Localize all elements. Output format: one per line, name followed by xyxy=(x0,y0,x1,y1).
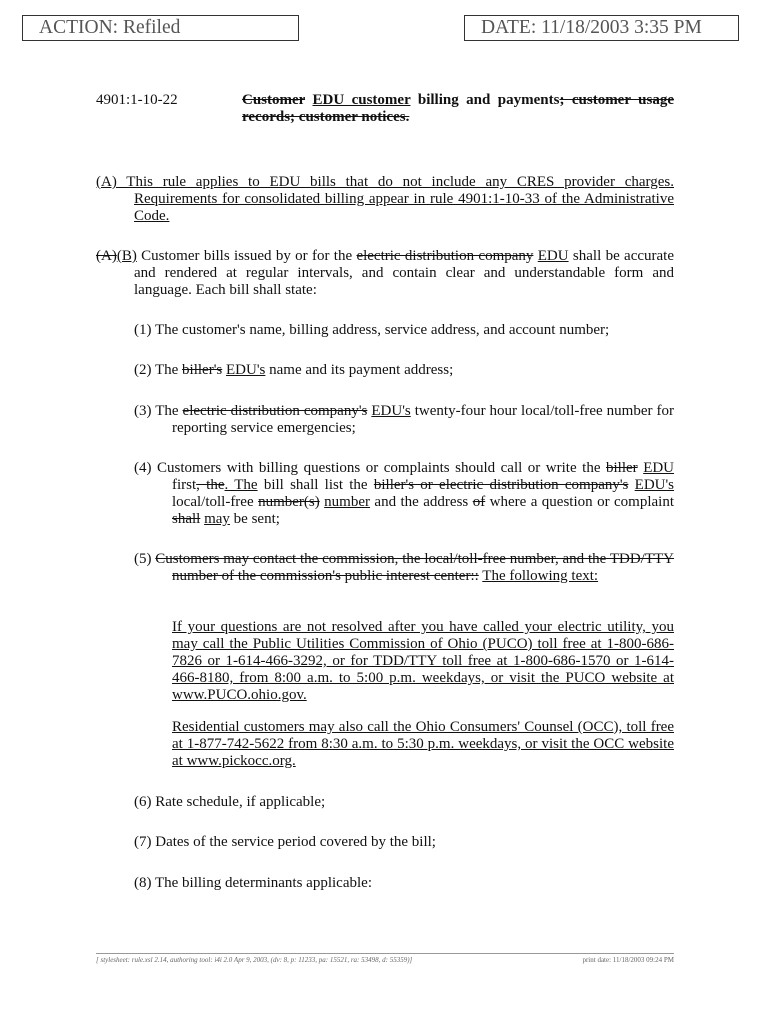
item-6: (6) Rate schedule, if applicable; xyxy=(134,794,326,810)
para-b-text-2: shall be accurate and rendered at regular intervals, and contain clear and understandable form and language. Each bill shall state: xyxy=(134,248,675,298)
item-4-deleted-3: biller's or electric distribution company's xyxy=(373,477,629,493)
item-3 xyxy=(134,403,674,437)
item-3-text-1: (3) The xyxy=(134,403,183,419)
occ-notice-text: Residential customers may also call the Ohio Consumers' Counsel (OCC), toll free at 1-877-742-5622 from 8:30 a.m. to 5:30 p.m. weekdays, or visit the OCC website at www.pickocc.org. xyxy=(172,719,674,769)
item-4-text-2: first xyxy=(172,477,197,493)
item-4-deleted-5: of xyxy=(472,494,486,510)
item-4-text-4: local/toll-free xyxy=(172,494,259,510)
item-7: (7) Dates of the service period covered by the bill; xyxy=(134,834,436,850)
para-b-text-1: Customer bills issued by or for the xyxy=(136,248,357,264)
para-b-deleted-label: (A) xyxy=(96,248,117,264)
action-header: ACTION: Refiled xyxy=(22,15,299,41)
para-b-inserted-1: EDU xyxy=(537,248,569,264)
item-4-deleted-1: biller xyxy=(606,460,638,476)
item-4-deleted-4: number(s) xyxy=(258,494,320,510)
item-5-deleted-1: Customers may contact the commission, the local/toll-free number, and the TDD/TTY number of the commission's public interest center:: xyxy=(155,551,674,584)
item-4-text-3: bill shall list the xyxy=(257,477,374,493)
item-2-text-1: (2) The xyxy=(134,362,183,378)
paragraph-b xyxy=(96,248,674,299)
puco-notice-text: If your questions are not resolved after you have called your electric utility, you may call the Public Utilities Commission of Ohio (PUCO) toll free at 1-800-686-7826 or 1-614-466-3292, or for TDD/TTY toll free at 1-800-686-1570 or 1-614-466-8180, from 8:00 a.m. to 5:00 p.m. weekdays, or visit the PUCO website at www.PUCO.ohio.gov. xyxy=(172,619,674,703)
title-deleted-2: ; customer usage records; customer notices. xyxy=(242,92,674,125)
rule-number: 4901:1-10-22 xyxy=(96,92,178,108)
item-4-deleted-2: , the xyxy=(196,477,225,493)
item-3-inserted-1: EDU's xyxy=(371,403,411,419)
item-4-deleted-6: shall xyxy=(172,511,201,527)
item-4-text-5: and the address xyxy=(369,494,473,510)
item-4-inserted-1: EDU xyxy=(643,460,675,476)
item-2-deleted-1: biller's xyxy=(182,362,223,378)
item-5-label: (5) xyxy=(134,551,156,567)
footer-print-date: print date: 11/18/2003 09:24 PM xyxy=(582,956,674,964)
item-4 xyxy=(134,460,674,528)
title-deleted-1: Customer xyxy=(242,92,306,108)
para-b-deleted-1: electric distribution company xyxy=(356,248,534,264)
item-5 xyxy=(134,551,674,585)
date-header: DATE: 11/18/2003 3:35 PM xyxy=(464,15,739,41)
item-2-text-2: name and its payment address; xyxy=(265,362,454,378)
item-4-inserted-4: number xyxy=(324,494,370,510)
rule-title xyxy=(242,92,674,126)
item-2-inserted-1: EDU's xyxy=(226,362,266,378)
title-inserted-1: EDU customer xyxy=(312,92,411,108)
item-4-inserted-6: may xyxy=(204,511,230,527)
title-plain: billing and payments xyxy=(410,92,560,108)
item-5-inserted-1: The following text: xyxy=(482,568,599,584)
item-3-deleted-1: electric distribution company's xyxy=(182,403,368,419)
item-4-inserted-2: . The xyxy=(224,477,258,493)
para-b-inserted-label: (B) xyxy=(116,248,137,264)
item-2 xyxy=(134,362,674,379)
item-8: (8) The billing determinants applicable: xyxy=(134,875,372,891)
item-3-text-2: twenty-four hour local/toll-free number for reporting service emergencies; xyxy=(172,403,674,436)
paragraph-a: (A) This rule applies to EDU bills that do not include any CRES provider charges. Requirements for consolidated billing appear in rule 4901:1-10-33 of the Administrative Code. xyxy=(96,174,674,224)
footer-stylesheet-info: [ stylesheet: rule.xsl 2.14, authoring tool: i4i 2.0 Apr 9, 2003, (dv: 8, p: 11233, pa: 15521, ra: 53498, d: 55359)] xyxy=(96,956,413,964)
item-4-inserted-3: EDU's xyxy=(634,477,675,493)
item-1: (1) The customer's name, billing address, service address, and account number; xyxy=(134,322,610,338)
item-4-text-1: (4) Customers with billing questions or complaints should call or write the xyxy=(134,460,606,476)
item-4-text-7: be sent; xyxy=(229,511,280,527)
footer-rule xyxy=(96,953,674,954)
item-4-text-6: where a question or complaint xyxy=(485,494,674,510)
